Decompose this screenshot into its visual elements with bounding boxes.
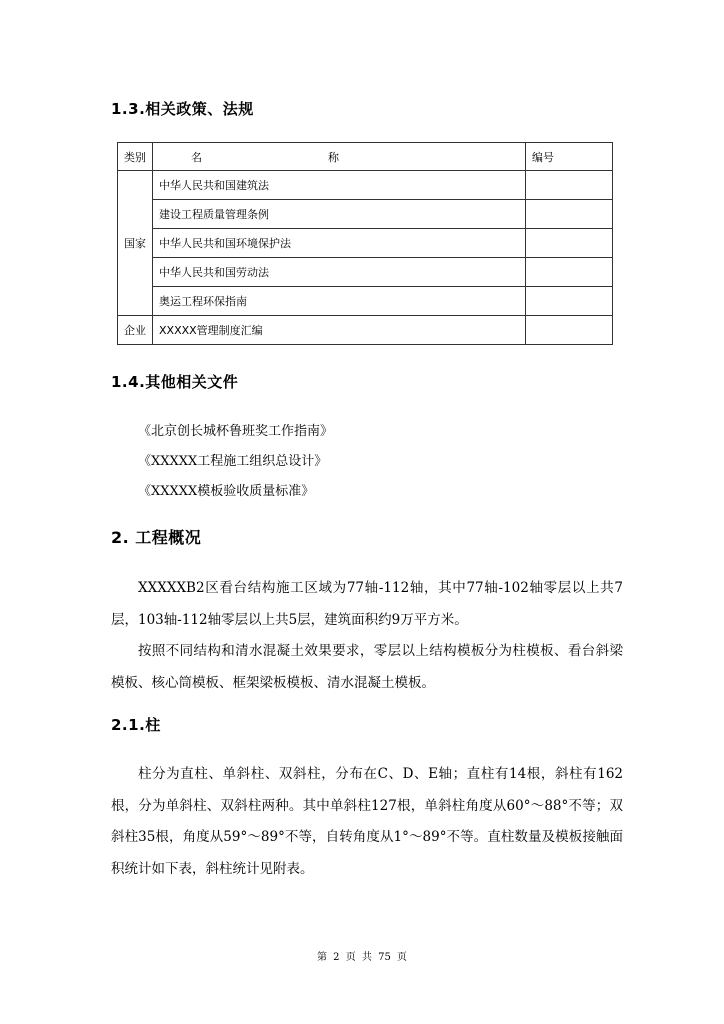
regulation-number-cell [526,316,613,345]
header-name-char-2: 称 [328,150,339,164]
enterprise-category-cell: 企业 [118,316,153,345]
regulation-name-cell: 奥运工程环保指南 [153,287,526,316]
paragraph: 按照不同结构和清水混凝土效果要求，零层以上结构模板分为柱模板、看台斜梁模板、核心筒模板、框架梁板模板、清水混凝土模板。 [111,643,623,691]
regulation-name-cell: 中华人民共和国环境保护法 [153,229,526,258]
table-row [118,258,613,287]
regulation-number-cell [526,229,613,258]
project-overview-text [111,573,623,699]
header-number: 编号 [526,143,613,171]
header-name-char-1: 名 [191,150,202,164]
paragraph: 柱分为直柱、单斜柱、双斜柱，分布在C、D、E轴；直柱有14根，斜柱有162根，分为单斜柱、双斜柱两种。其中单斜柱127根，单斜柱角度从60°～88°不等；双斜柱35根，角度从59°～89°不等，自转角度从1°～89°不等。直柱数量及模板接触面积统计如下表，斜柱统计见附表。 [111,766,623,877]
header-category: 类别 [118,143,153,171]
regulation-number-cell [526,287,613,316]
column-description-text [111,759,623,885]
list-item: 《北京创长城杯鲁班奖工作指南》 [138,424,334,439]
table-row [118,200,613,229]
regulation-number-cell [526,200,613,229]
regulations-table [117,142,613,345]
table-row [118,171,613,200]
paragraph: XXXXXB2区看台结构施工区域为77轴-112轴，其中77轴-102轴零层以上共7层，103轴-112轴零层以上共5层，建筑面积约9万平方米。 [111,580,623,628]
regulation-name-cell: 建设工程质量管理条例 [153,200,526,229]
regulation-name-cell: 中华人民共和国建筑法 [153,171,526,200]
page-number-footer: 第 2 页 共 75 页 [317,952,407,963]
national-category-cell: 国家 [118,171,153,316]
regulation-name-cell: XXXXX管理制度汇编 [153,316,526,345]
table-row [118,229,613,258]
section-1-4-heading: 1.4.其他相关文件 [111,373,239,391]
section-1-3-heading: 1.3.相关政策、法规 [111,100,254,118]
table-row [118,287,613,316]
related-documents-list [138,417,333,507]
regulation-number-cell [526,258,613,287]
section-2-1-heading: 2.1.柱 [111,716,161,734]
list-item: 《XXXXX模板验收质量标准》 [138,484,315,499]
regulation-number-cell [526,171,613,200]
section-2-heading: 2. 工程概况 [111,528,202,547]
table-row [118,316,613,345]
table-header-row [118,143,613,171]
list-item: 《XXXXX工程施工组织总设计》 [138,454,328,469]
regulation-name-cell: 中华人民共和国劳动法 [153,258,526,287]
header-name [153,143,526,171]
